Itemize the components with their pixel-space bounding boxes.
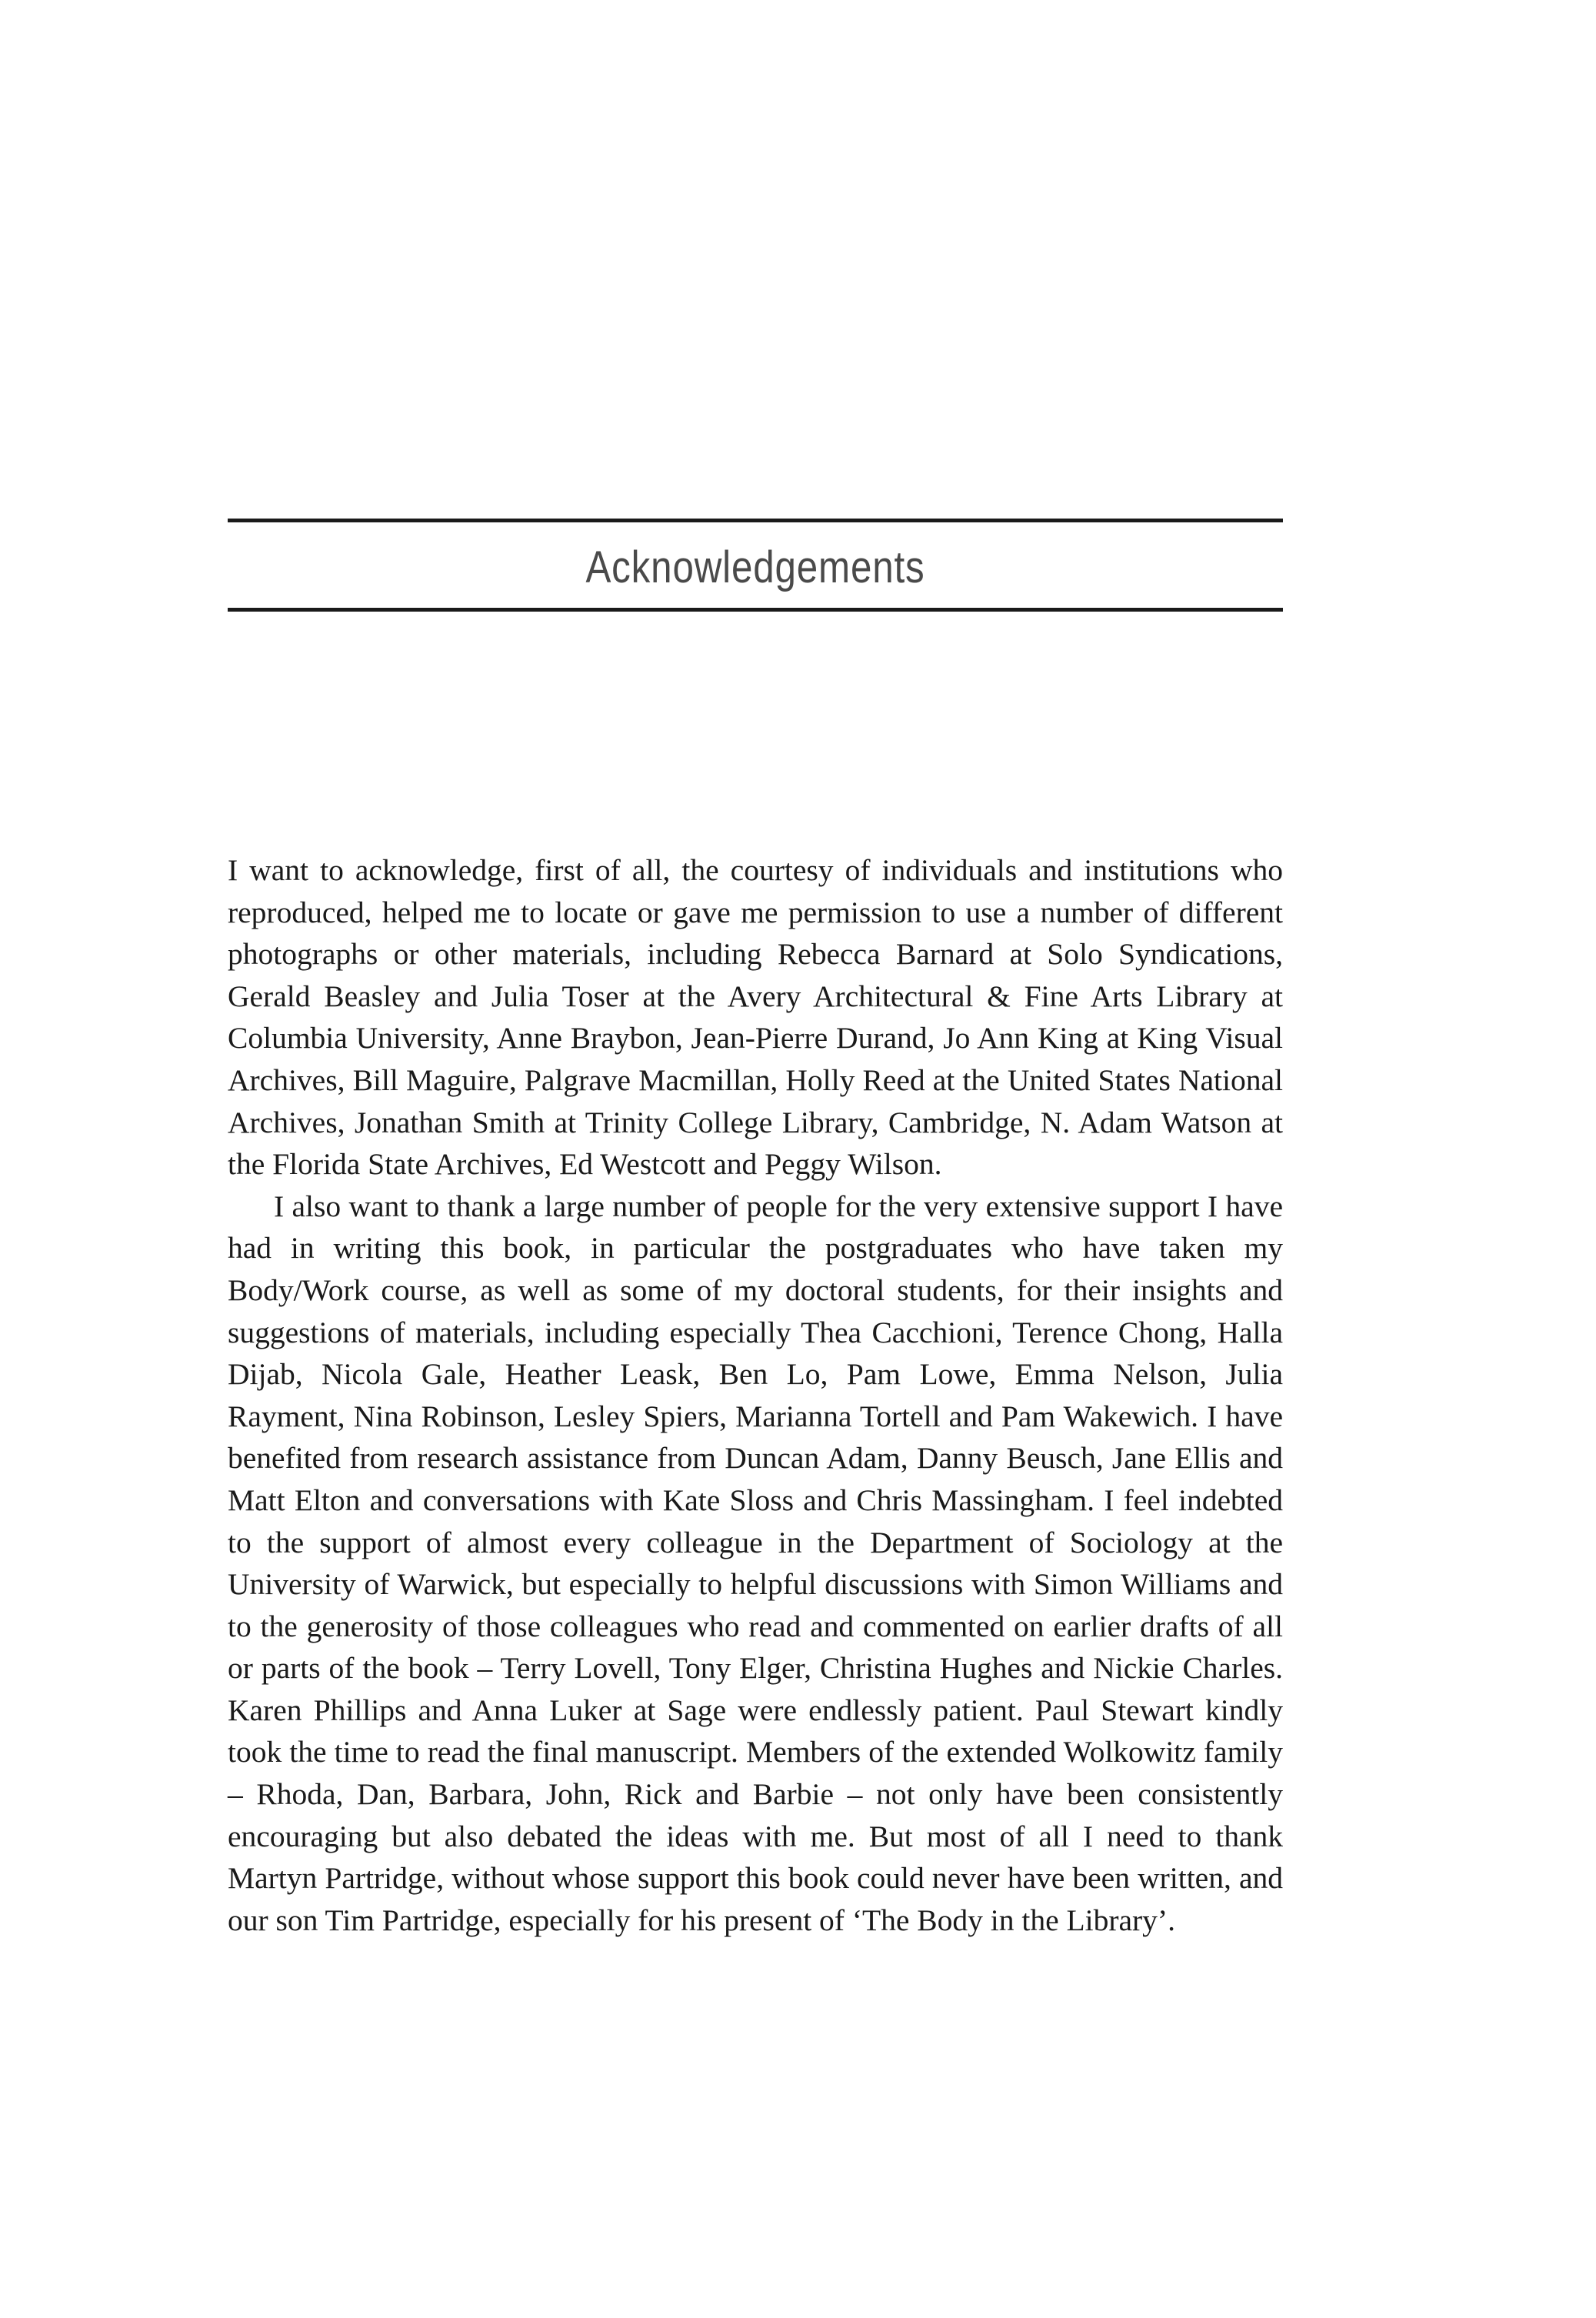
title-top-rule (228, 519, 1283, 522)
body-text (228, 849, 1283, 1941)
title-bottom-rule (228, 608, 1283, 612)
paragraph-1: I want to acknowledge, first of all, the courtesy of individuals and institutions who reproduced, helped me to locate or gave me permission to use a number of different photographs or other materials, including Rebecca Barnard at Solo Syndications, Gerald Beasley and Julia Toser at the Avery Architectural & Fine Arts Library at Columbia University, Anne Braybon, Jean-Pierre Durand, Jo Ann King at King Visual Archives, Bill Maguire, Palgrave Macmillan, Holly Reed at the United States National Archives, Jonathan Smith at Trinity College Library, Cambridge, N. Adam Watson at the Florida State Archives, Ed Westcott and Peggy Wilson. (228, 853, 1283, 1182)
paragraph-2: I also want to thank a large number of people for the very extensive support I have had in writing this book, in particular the postgraduates who have taken my Body/Work course, as well as some of my doctoral students, for their insights and suggestions of materials, including especially Thea Cacchioni, Terence Chong, Halla Dijab, Nicola Gale, Heather Leask, Ben Lo, Pam Lowe, Emma Nelson, Julia Rayment, Nina Robinson, Lesley Spiers, Marianna Tortell and Pam Wakewich. I have benefited from research assistance from Duncan Adam, Danny Beusch, Jane Ellis and Matt Elton and conversations with Kate Sloss and Chris Massingham. I feel indebted to the support of almost every colleague in the Department of Sociology at the University of Warwick, but especially to helpful discussions with Simon Williams and to the generosity of those colleagues who read and commented on earlier drafts of all or parts of the book – Terry Lovell, Tony Elger, Christina Hughes and Nickie Charles. Karen Phillips and Anna Luker at Sage were endlessly patient. Paul Stewart kindly took the time to read the final manuscript. Members of the extended Wolkowitz family – Rhoda, Dan, Barbara, John, Rick and Barbie – not only have been consistently encouraging but also debated the ideas with me. But most of all I need to thank Martyn Partridge, without whose support this book could never have been written, and our son Tim Partridge, especially for his present of ‘The Body in the Library’. (228, 1189, 1283, 1937)
chapter-title: Acknowledgements (585, 542, 925, 592)
